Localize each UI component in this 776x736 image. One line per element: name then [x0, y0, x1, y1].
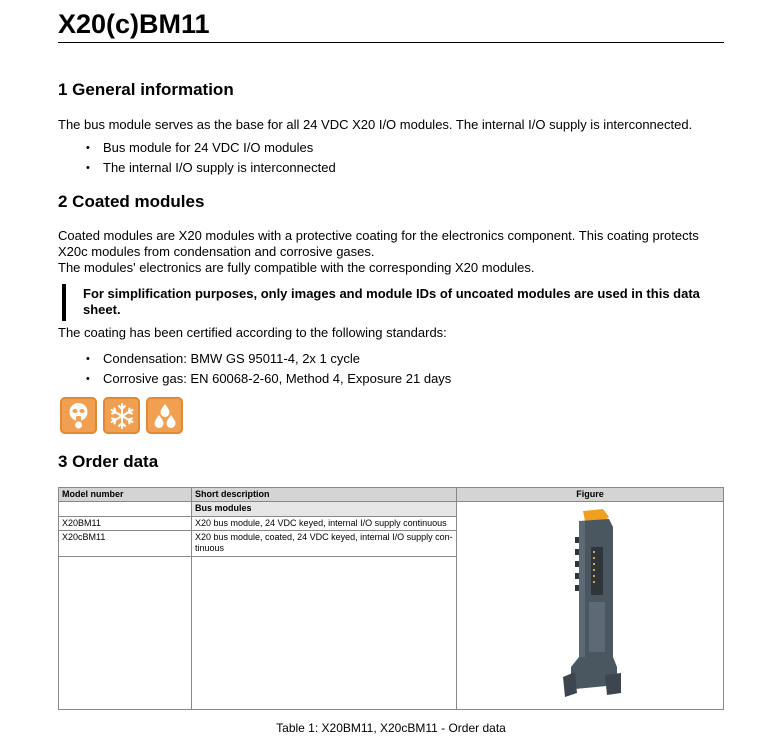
- model-cell: X20BM11: [59, 516, 192, 531]
- figure-cell: [457, 502, 724, 710]
- coated-para1: Coated modules are X20 modules with a protective coating for the electronics component. This coating protects X20c modules from condensation and corrosive gases.: [58, 228, 699, 259]
- snowflake-icon: [103, 397, 140, 434]
- page-title: X20(c)BM11: [58, 0, 724, 43]
- general-bullets: [58, 138, 724, 178]
- table-caption: Table 1: X20BM11, X20cBM11 - Order data: [276, 721, 506, 735]
- list-item: • Corrosive gas: EN 60068-2-60, Method 4, Exposure 21 days: [58, 369, 724, 389]
- note-text: For simplification purposes, only images and module IDs of uncoated modules are used in this data sheet.: [83, 286, 700, 317]
- water-drops-icon: [146, 397, 183, 434]
- section-heading-coated: 2 Coated modules: [58, 192, 205, 211]
- table-cell: [59, 557, 192, 710]
- model-cell: X20cBM11: [59, 531, 192, 557]
- description-cell: X20 bus module, 24 VDC keyed, internal I/O supply continuous: [192, 516, 457, 531]
- section-heading-order: 3 Order data: [58, 452, 159, 471]
- order-table-wrap: [58, 487, 724, 710]
- standards-bullets: [58, 349, 724, 389]
- table-cell: [192, 557, 457, 710]
- column-header-figure: Figure: [457, 488, 724, 502]
- order-table: [58, 487, 724, 710]
- bus-module-image: [555, 507, 625, 702]
- note-box: [62, 284, 724, 321]
- standards-intro: The coating has been certified according to the following standards:: [58, 325, 447, 340]
- column-header-description: Short description: [192, 488, 457, 502]
- column-header-model: Model number: [59, 488, 192, 502]
- coating-icons: [60, 397, 726, 434]
- list-item: • The internal I/O supply is interconnected: [58, 158, 724, 178]
- table-cell: [59, 502, 192, 517]
- datasheet-page: [58, 0, 724, 735]
- gas-mask-icon: [60, 397, 97, 434]
- list-item: • Bus module for 24 VDC I/O modules: [58, 138, 724, 158]
- group-label: Bus modules: [192, 502, 457, 517]
- section-heading-general: 1 General information: [58, 80, 234, 99]
- general-intro: The bus module serves as the base for all 24 VDC X20 I/O modules. The internal I/O supply is interconnected.: [58, 117, 693, 132]
- description-cell: X20 bus module, coated, 24 VDC keyed, internal I/O supply con-tinuous: [192, 531, 457, 557]
- coated-para2: The modules' electronics are fully compatible with the corresponding X20 modules.: [58, 260, 535, 275]
- list-item: • Condensation: BMW GS 95011-4, 2x 1 cycle: [58, 349, 724, 369]
